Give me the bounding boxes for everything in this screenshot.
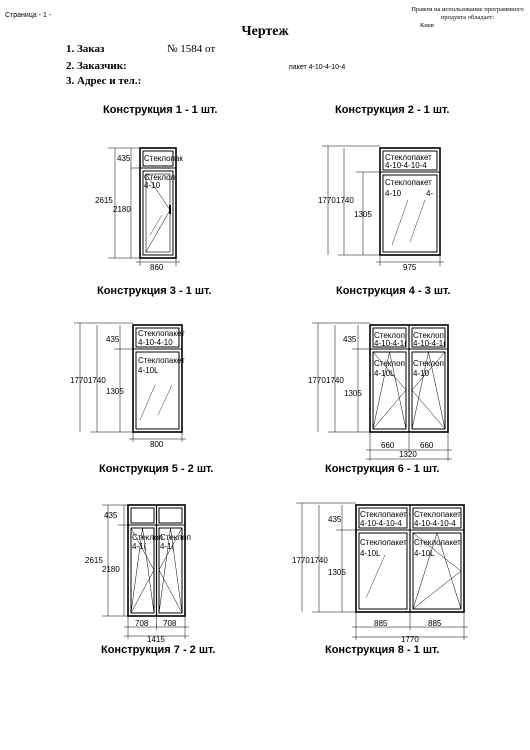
c6-dim-right: 885 bbox=[428, 619, 442, 628]
c2-dim-outer: 1770 bbox=[318, 196, 336, 205]
construction-8-title: Конструкция 8 - 1 шт. bbox=[325, 644, 440, 656]
c4-dim-top: 435 bbox=[343, 335, 357, 344]
c6-glass-right: Стеклопакет bbox=[414, 538, 461, 547]
c2-glass-top: Стеклопакет bbox=[385, 153, 432, 162]
construction-3-drawing bbox=[70, 323, 186, 449]
license-city: Киев bbox=[420, 22, 434, 29]
c4-glass-right: Стеклоп bbox=[413, 359, 444, 368]
c5-dim-right: 708 bbox=[163, 619, 177, 628]
c1-dim-width: 860 bbox=[150, 263, 164, 272]
c6-dim-top: 435 bbox=[328, 515, 342, 524]
order-number: № 1584 от bbox=[167, 43, 216, 55]
construction-5-drawing bbox=[85, 505, 191, 644]
c6-dim-left: 885 bbox=[374, 619, 388, 628]
c6-dim-height: 1740 bbox=[310, 556, 328, 565]
c4-glass-top-right-spec: 4-10-4-1( bbox=[413, 339, 446, 348]
c4-glass-top-left-spec: 4-10-4-1( bbox=[374, 339, 407, 348]
c5-glass-right-spec: 4-1( bbox=[160, 542, 175, 551]
c6-glass-top-right-spec: 4-10-4-10-4 bbox=[414, 519, 456, 528]
construction-1-title: Конструкция 1 - 1 шт. bbox=[103, 104, 218, 116]
c5-glass-left-spec: 4-1( bbox=[132, 542, 147, 551]
c6-dim-lower: 1305 bbox=[328, 568, 346, 577]
c4-glass-left: Стеклоп bbox=[374, 359, 405, 368]
construction-1-drawing bbox=[95, 148, 183, 272]
license-text: Правом на использование программного продукта обладает: bbox=[411, 6, 524, 21]
c3-dim-lower: 1305 bbox=[106, 387, 124, 396]
construction-6-title: Конструкция 6 - 1 шт. bbox=[325, 463, 440, 475]
c4-glass-right-spec: 4-10 bbox=[413, 369, 430, 378]
page-number: Страница - 1 - bbox=[5, 12, 52, 19]
construction-2-title: Конструкция 2 - 1 шт. bbox=[335, 104, 450, 116]
c6-dim-outer: 1770 bbox=[292, 556, 310, 565]
c5-glass-left: Стеклоп bbox=[132, 533, 163, 542]
c1-glass-top: Стеклопак bbox=[144, 154, 183, 163]
construction-2-drawing bbox=[318, 146, 444, 272]
c4-dim-right: 660 bbox=[420, 441, 434, 450]
page-title: Чертеж bbox=[241, 24, 289, 39]
construction-4-drawing bbox=[308, 323, 452, 461]
c6-glass-left: Стеклопакет bbox=[360, 538, 407, 547]
c5-dim-height: 2615 bbox=[85, 556, 103, 565]
construction-3-title: Конструкция 3 - 1 шт. bbox=[97, 285, 212, 297]
c3-glass-top: Стеклопакет bbox=[138, 329, 185, 338]
c6-glass-top-right: Стеклопакет bbox=[414, 510, 461, 519]
c2-dim-height: 1740 bbox=[336, 196, 354, 205]
c4-dim-width: 1320 bbox=[399, 450, 417, 459]
c6-glass-top-left: Стеклопакет bbox=[360, 510, 407, 519]
c5-dim-width: 1415 bbox=[147, 635, 165, 644]
c4-dim-outer: 1770 bbox=[308, 376, 326, 385]
c2-dim-width: 975 bbox=[403, 263, 417, 272]
c3-dim-height: 1740 bbox=[88, 376, 106, 385]
c3-glass-main: Стеклопакет bbox=[138, 356, 185, 365]
construction-6-drawing bbox=[292, 503, 468, 644]
construction-5-title: Конструкция 5 - 2 шт. bbox=[99, 463, 214, 475]
c4-dim-left: 660 bbox=[381, 441, 395, 450]
c3-dim-top: 435 bbox=[106, 335, 120, 344]
c5-dim-top: 435 bbox=[104, 511, 118, 520]
address-label: 3. Адрес и тел.: bbox=[66, 75, 142, 87]
c2-glass-main-spec-2: 4- bbox=[426, 189, 434, 198]
c1-glass-main-spec: 4-10 bbox=[144, 181, 161, 190]
c2-glass-main: Стеклопакет bbox=[385, 178, 432, 187]
c6-glass-top-left-spec: 4-10-4-10-4 bbox=[360, 519, 402, 528]
c2-glass-top-spec: 4-10-4-10-4 bbox=[385, 161, 427, 170]
packet-note: пакет 4-10-4-10-4 bbox=[289, 64, 346, 71]
c5-dim-sash: 2180 bbox=[102, 565, 120, 574]
customer-label: 2. Заказчик: bbox=[66, 60, 127, 72]
c5-glass-right: Стеклоп bbox=[160, 533, 191, 542]
c2-dim-lower: 1305 bbox=[354, 210, 372, 219]
c3-glass-top-spec: 4-10-4-10 bbox=[138, 338, 173, 347]
c5-dim-left: 708 bbox=[135, 619, 149, 628]
order-label: 1. Заказ bbox=[66, 43, 105, 55]
c4-glass-top-left: Стеклоп bbox=[374, 331, 405, 340]
c6-glass-left-spec: 4-10L bbox=[360, 549, 381, 558]
c6-dim-width: 1770 bbox=[401, 635, 419, 644]
c1-dim-sash: 2180 bbox=[113, 205, 131, 214]
c3-dim-outer: 1770 bbox=[70, 376, 88, 385]
c1-dim-height: 2615 bbox=[95, 196, 113, 205]
c6-glass-right-spec: 4-10L bbox=[414, 549, 435, 558]
c4-glass-left-spec: 4-10L bbox=[374, 369, 395, 378]
c1-dim-top: 435 bbox=[117, 154, 131, 163]
c3-glass-main-spec: 4-10L bbox=[138, 366, 159, 375]
c2-glass-main-spec: 4-10 bbox=[385, 189, 402, 198]
c4-dim-height: 1740 bbox=[326, 376, 344, 385]
c3-dim-width: 800 bbox=[150, 440, 164, 449]
c1-glass-main: Стеклол bbox=[144, 173, 176, 182]
construction-4-title: Конструкция 4 - 3 шт. bbox=[336, 285, 451, 297]
c4-dim-lower: 1305 bbox=[344, 389, 362, 398]
c4-glass-top-right: Стеклоп bbox=[413, 331, 444, 340]
construction-7-title: Конструкция 7 - 2 шт. bbox=[101, 644, 216, 656]
